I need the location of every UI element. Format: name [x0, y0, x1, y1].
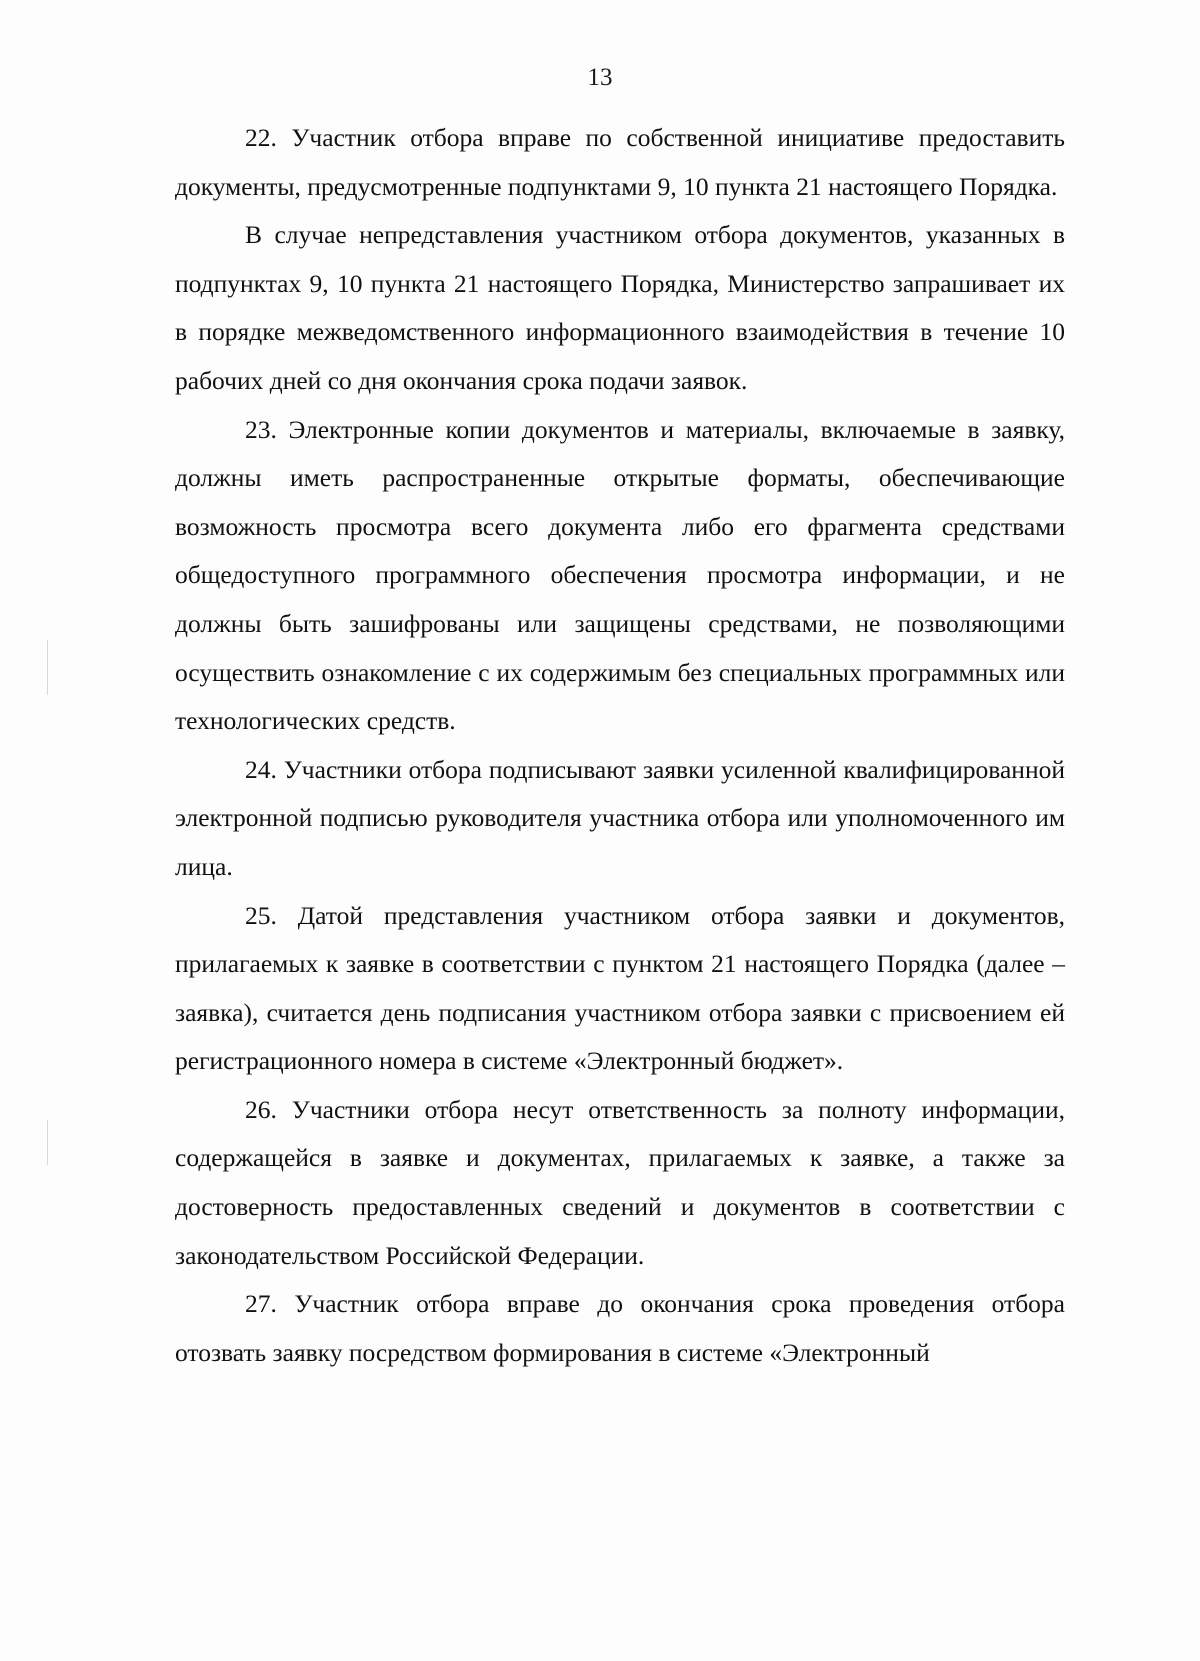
paragraph-22: 22. Участник отбора вправе по собственной инициативе предоставить документы, предусмотренные подпунктами 9, 10 пункта 21 настоящего Порядка. — [175, 123, 1065, 201]
paragraph-26: 26. Участники отбора несут ответственность за полноту информации, содержащейся в заявке и документах, прилагаемых к заявке, а также за достоверность предоставленных сведений и документов в соответствии с законодательством Российской Федерации. — [175, 1094, 1065, 1270]
page-number: 13 — [587, 64, 613, 91]
paragraph-22-continued: В случае непредставления участником отбора документов, указанных в подпунктах 9, 10 пункта 21 настоящего Порядка, Министерство запрашивает их в порядке межведомственного информационного взаимодействия в течение 10 рабочих дней со дня окончания срока подачи заявок. — [175, 220, 1065, 395]
paragraph-23: 23. Электронные копии документов и материалы, включаемые в заявку, должны иметь распространенные открытые форматы, обеспечивающие возможность просмотра всего документа либо его фрагмента средствами общедоступного программного обеспечения просмотра информации, и не должны быть зашифрованы или защищены средствами, не позволяющими осуществить ознакомление с их содержимым без специальных программных или технологических средств. — [175, 414, 1065, 736]
paragraph-24: 24. Участники отбора подписывают заявки усиленной квалифицированной электронной подписью руководителя участника отбора или уполномоченного им лица. — [175, 754, 1065, 881]
paragraph-27: 27. Участник отбора вправе до окончания срока проведения отбора отозвать заявку посредством формирования в системе «Электронный — [175, 1289, 1065, 1367]
document-body — [175, 114, 1065, 1377]
paragraph-25: 25. Датой представления участником отбора заявки и документов, прилагаемых к заявке в соответствии с пунктом 21 настоящего Порядка (далее – заявка), считается день подписания участником отбора заявки с присвоением ей регистрационного номера в системе «Электронный бюджет». — [175, 900, 1065, 1076]
scan-edge-mark — [47, 640, 48, 695]
scan-edge-mark — [47, 1120, 48, 1165]
